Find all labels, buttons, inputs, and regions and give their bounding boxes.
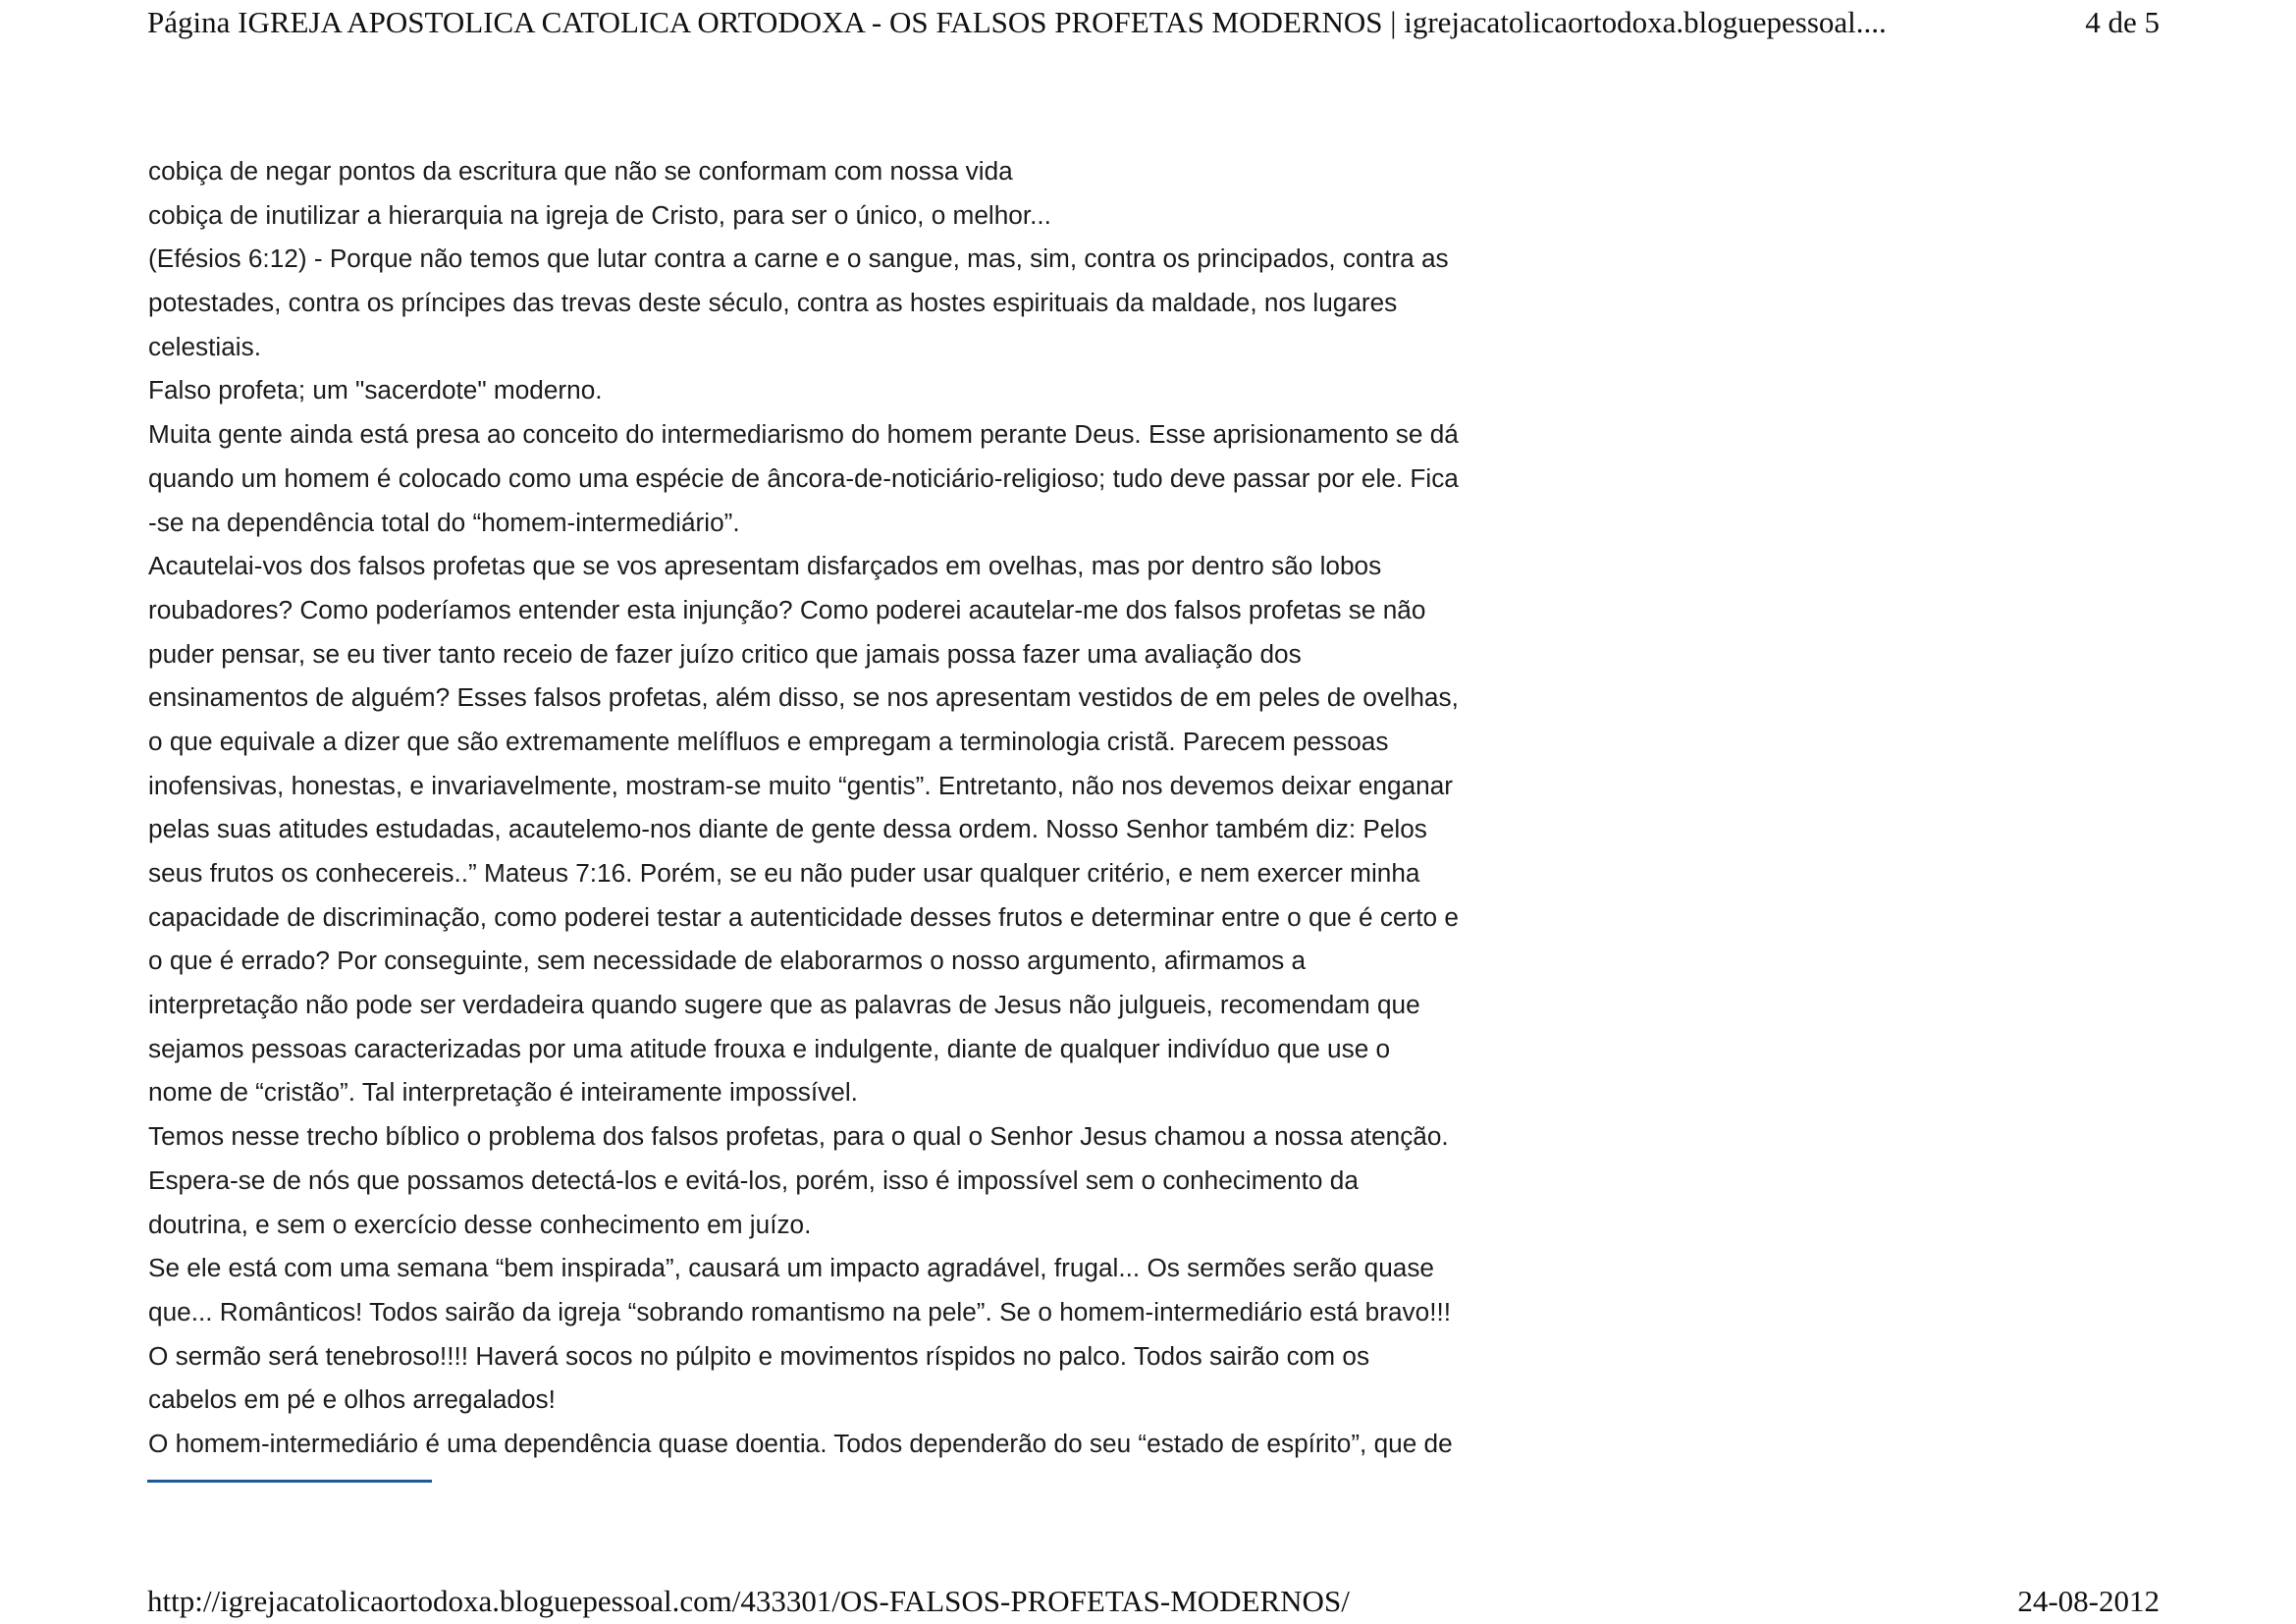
text-line: o que equivale a dizer que são extremamente melífluos e empregam a terminologia cristã. Parecem pessoas bbox=[148, 726, 1389, 756]
text-line: cobiça de negar pontos da escritura que não se conformam com nossa vida bbox=[148, 156, 1013, 186]
text-line: inofensivas, honestas, e invariavelmente, mostram-se muito “gentis”. Entretanto, não nos devemos deixar enganar bbox=[148, 770, 1453, 800]
text-line: Falso profeta; um "sacerdote" moderno. bbox=[148, 375, 603, 406]
text-line: cobiça de inutilizar a hierarquia na igreja de Cristo, para ser o único, o melhor... bbox=[148, 199, 1051, 230]
text-line: quando um homem é colocado como uma espécie de âncora-de-noticiário-religioso; tudo deve passar por ele. Fica bbox=[148, 462, 1459, 493]
text-line: nome de “cristão”. Tal interpretação é inteiramente impossível. bbox=[148, 1077, 858, 1108]
text-line: Muita gente ainda está presa ao conceito do intermediarismo do homem perante Deus. Esse aprisionamento se dá bbox=[148, 419, 1459, 450]
text-line: ensinamentos de alguém? Esses falsos profetas, além disso, se nos apresentam vestidos de em peles de ovelhas, bbox=[148, 682, 1459, 713]
print-date: 24-08-2012 bbox=[2017, 1584, 2160, 1618]
text-line: pelas suas atitudes estudadas, acautelemo-nos diante de gente dessa ordem. Nosso Senhor também diz: Pelos bbox=[148, 814, 1427, 844]
text-line: O sermão será tenebroso!!!! Haverá socos no púlpito e movimentos ríspidos no palco. Todos sairão com os bbox=[148, 1340, 1370, 1371]
text-line: Temos nesse trecho bíblico o problema dos falsos profetas, para o qual o Senhor Jesus chamou a nossa atenção. bbox=[148, 1121, 1449, 1152]
text-line: -se na dependência total do “homem-intermediário”. bbox=[148, 507, 740, 537]
text-line: roubadores? Como poderíamos entender esta injunção? Como poderei acautelar-me dos falsos profetas se não bbox=[148, 594, 1426, 624]
text-line: seus frutos os conhecereis..” Mateus 7:16. Porém, se eu não puder usar qualquer critério, e nem exercer minha bbox=[148, 858, 1420, 888]
text-line: O homem-intermediário é uma dependência quase doentia. Todos dependerão do seu “estado de espírito”, que de bbox=[148, 1428, 1453, 1458]
text-line: capacidade de discriminação, como poderei testar a autenticidade desses frutos e determinar entre o que é certo e bbox=[148, 901, 1459, 932]
text-line: celestiais. bbox=[148, 331, 261, 361]
print-header bbox=[147, 0, 2160, 41]
text-line: potestades, contra os príncipes das trevas deste século, contra as hostes espirituais da maldade, nos lugares bbox=[148, 288, 1398, 318]
text-line: (Efésios 6:12) - Porque não temos que lutar contra a carne e o sangue, mas, sim, contra os principados, contra as bbox=[148, 244, 1449, 274]
text-line: que... Românticos! Todos sairão da igreja “sobrando romantismo na pele”. Se o homem-intermediário está bravo!!! bbox=[148, 1296, 1452, 1326]
text-line: interpretação não pode ser verdadeira quando sugere que as palavras de Jesus não julgueis, recomendam que bbox=[148, 990, 1420, 1020]
page-number: 4 de 5 bbox=[2085, 5, 2160, 39]
text-line: doutrina, e sem o exercício desse conhecimento em juízo. bbox=[148, 1209, 812, 1239]
page-title: Página IGREJA APOSTOLICA CATOLICA ORTODOXA - OS FALSOS PROFETAS MODERNOS | igrejacatolicaortodoxa.bloguepessoal.... bbox=[147, 5, 1887, 39]
article-body bbox=[148, 149, 1562, 1466]
section-divider bbox=[147, 1480, 432, 1483]
print-footer bbox=[147, 1581, 2160, 1622]
text-line: Acautelai-vos dos falsos profetas que se vos apresentam disfarçados em ovelhas, mas por dentro são lobos bbox=[148, 551, 1382, 581]
page-url: http://igrejacatolicaortodoxa.bloguepessoal.com/433301/OS-FALSOS-PROFETAS-MODERNOS/ bbox=[147, 1584, 1350, 1618]
text-line: Se ele está com uma semana “bem inspirada”, causará um impacto agradável, frugal... Os sermões serão quase bbox=[148, 1253, 1435, 1283]
text-line: puder pensar, se eu tiver tanto receio de fazer juízo critico que jamais possa fazer uma avaliação dos bbox=[148, 638, 1302, 669]
text-line: o que é errado? Por conseguinte, sem necessidade de elaborarmos o nosso argumento, afirmamos a bbox=[148, 946, 1307, 976]
text-line: sejamos pessoas caracterizadas por uma atitude frouxa e indulgente, diante de qualquer indivíduo que use o bbox=[148, 1033, 1391, 1063]
text-line: cabelos em pé e olhos arregalados! bbox=[148, 1384, 556, 1415]
text-line: Espera-se de nós que possamos detectá-los e evitá-los, porém, isso é impossível sem o conhecimento da bbox=[148, 1164, 1359, 1195]
